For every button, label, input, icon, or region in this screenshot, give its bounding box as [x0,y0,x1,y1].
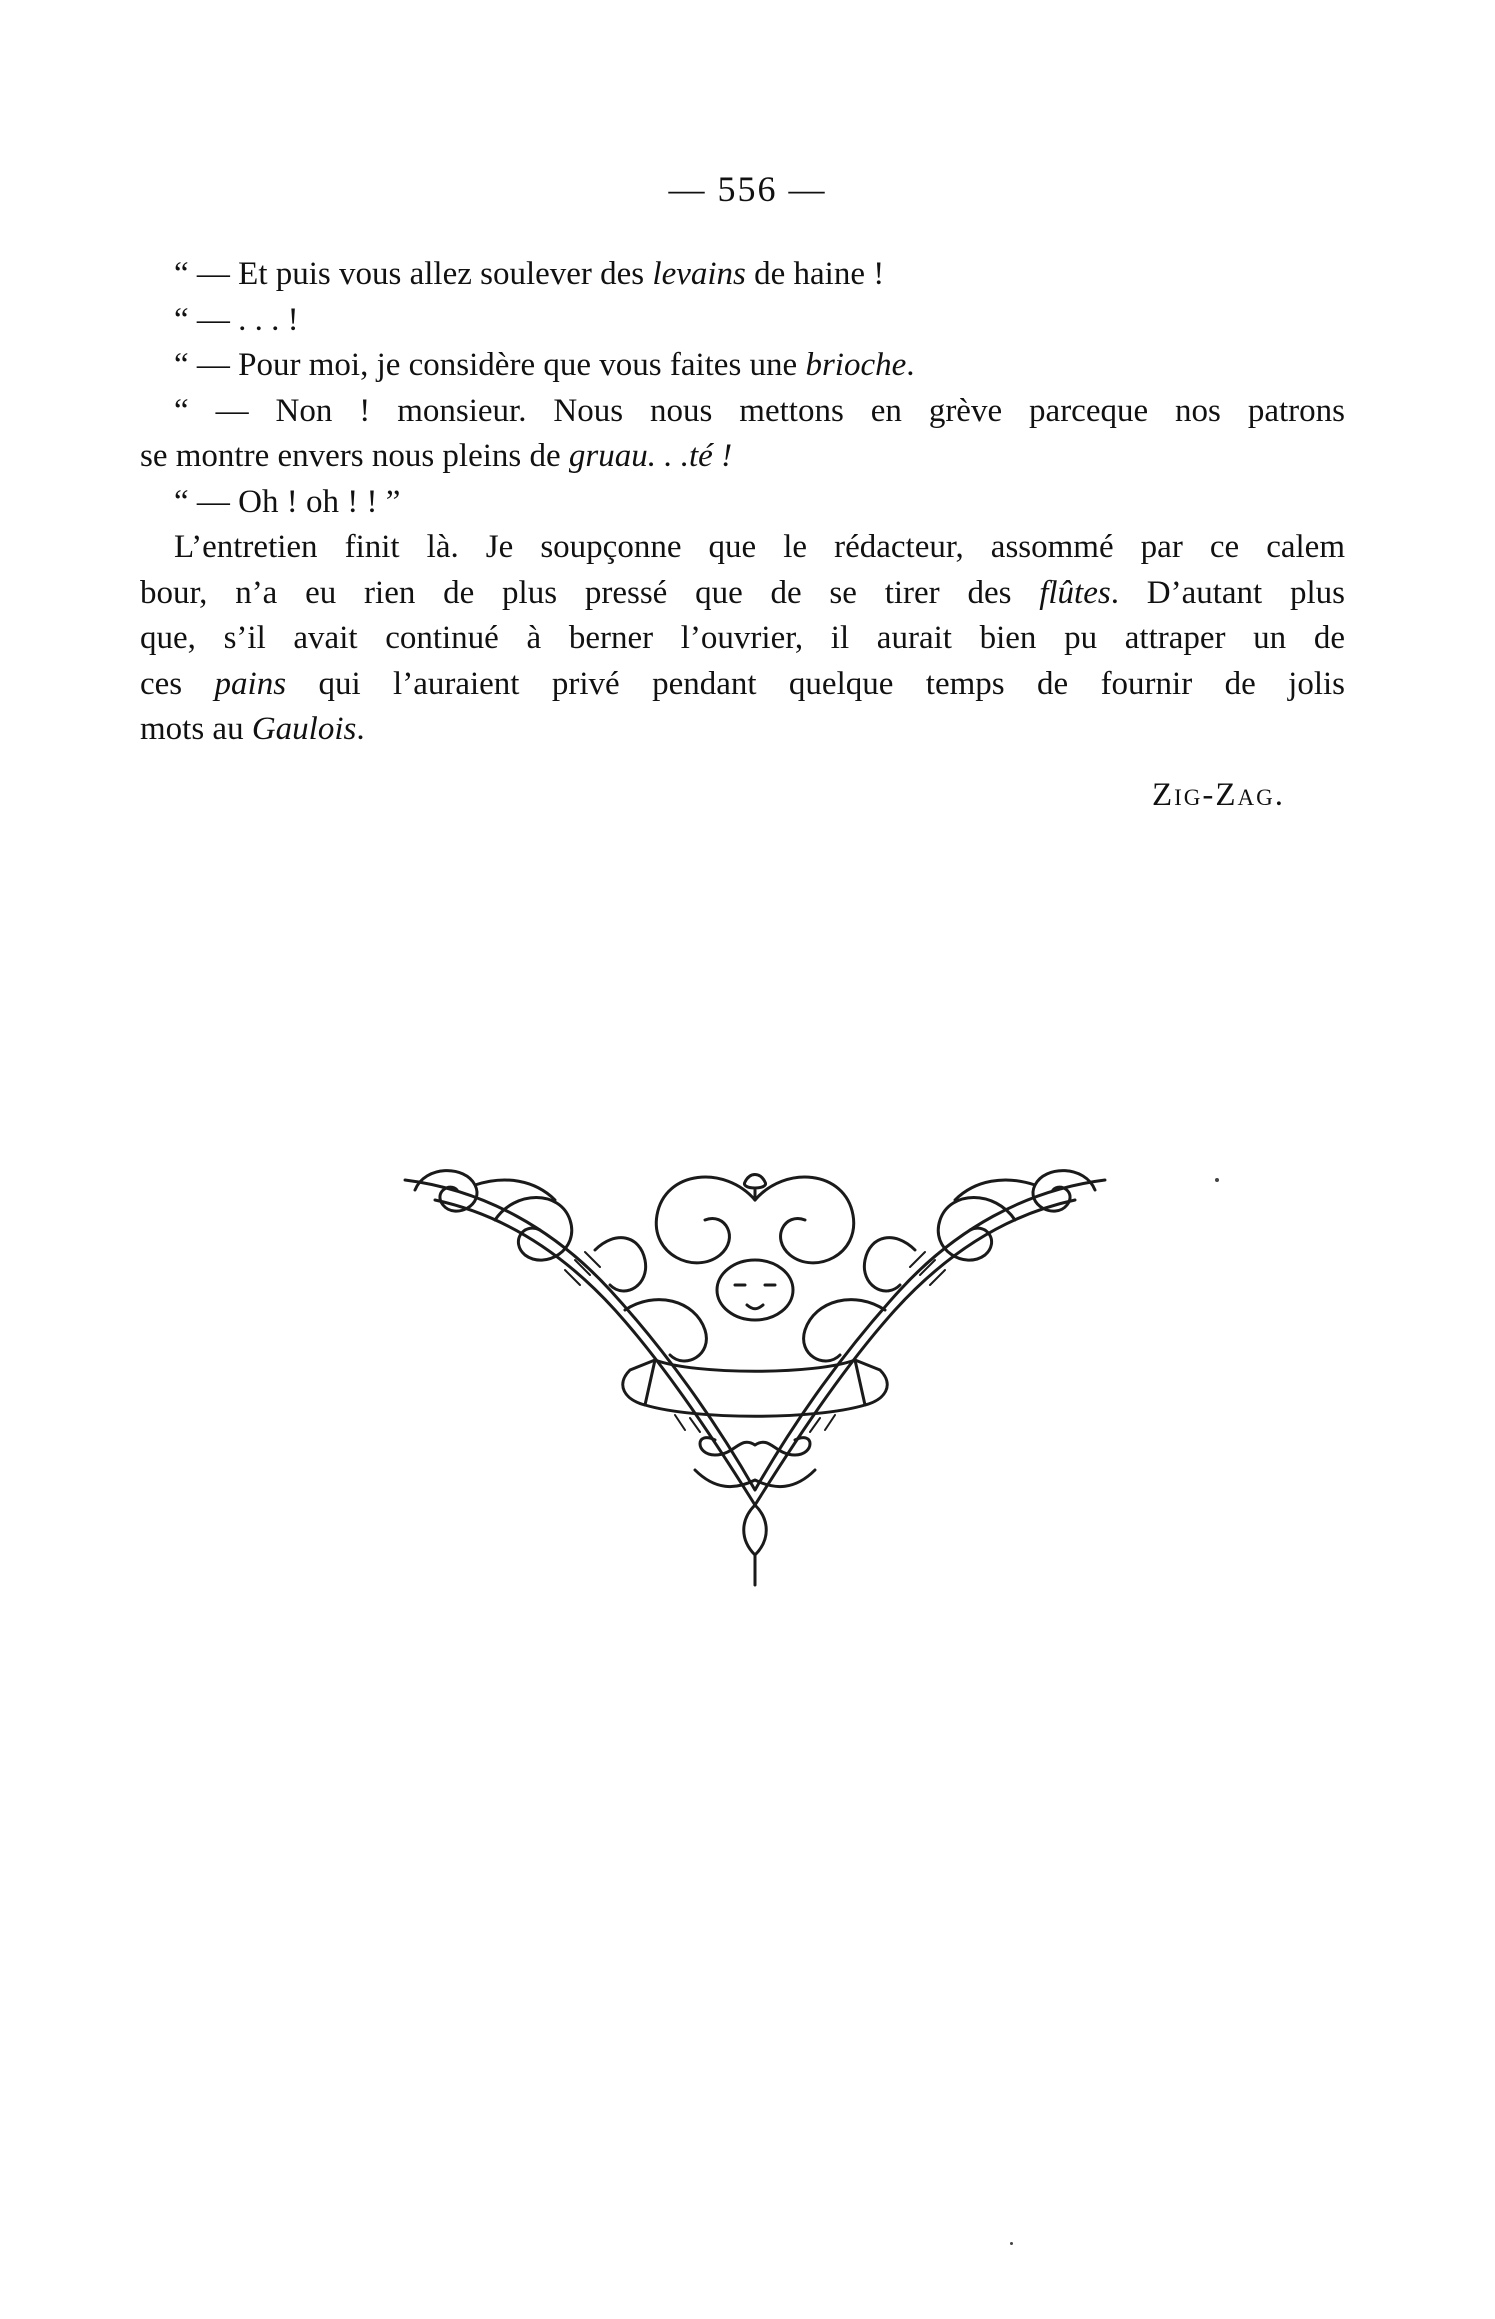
dialogue-line-4: “ — Non ! monsieur. Nous nous mettons en grève parceque nos patrons [174,392,1345,429]
page-number: — 556 — [668,169,827,209]
italic-word: brioche [805,347,907,383]
paragraph-line-5: mots au Gaulois. [140,711,365,747]
dialogue-line-4-continued: se montre envers nous pleins de gruau. . .té ! [140,438,733,474]
article-text [140,252,1345,818]
italic-word: gruau. . .té ! [568,438,733,474]
paragraph-line-1: L’entretien finit là. Je soupçonne que le rédacteur, assommé par ce calem [174,529,1345,565]
italic-word: Gaulois [251,711,357,747]
dialogue-line-5: “ — Oh ! oh ! ! ” [174,483,401,520]
paragraph-line-3: que, s’il avait continué à berner l’ouvrier, il aurait bien pu attraper un de [140,620,1345,656]
signature: Zig-Zag. [1151,776,1285,813]
dialogue-line-2: “ — . . . ! [174,301,299,338]
paragraph-line-4: ces pains qui l’auraient privé pendant quelque temps de fournir de jolis [140,665,1345,702]
paragraph-line-2: bour, n’a eu rien de plus pressé que de se tirer des flûtes. D’autant plus [140,574,1345,611]
italic-word: levains [652,256,746,292]
dialogue-line-3: “ — Pour moi, je considère que vous faites une brioche. [174,347,915,383]
decorative-cul-de-lampe-icon [395,1160,1115,1590]
print-speck [1215,1178,1219,1182]
italic-word: flûtes [1039,574,1111,611]
dialogue-line-1: “ — Et puis vous allez soulever des levains de haine ! [174,256,885,292]
italic-word: pains [214,665,287,702]
print-speck [1010,2242,1013,2245]
